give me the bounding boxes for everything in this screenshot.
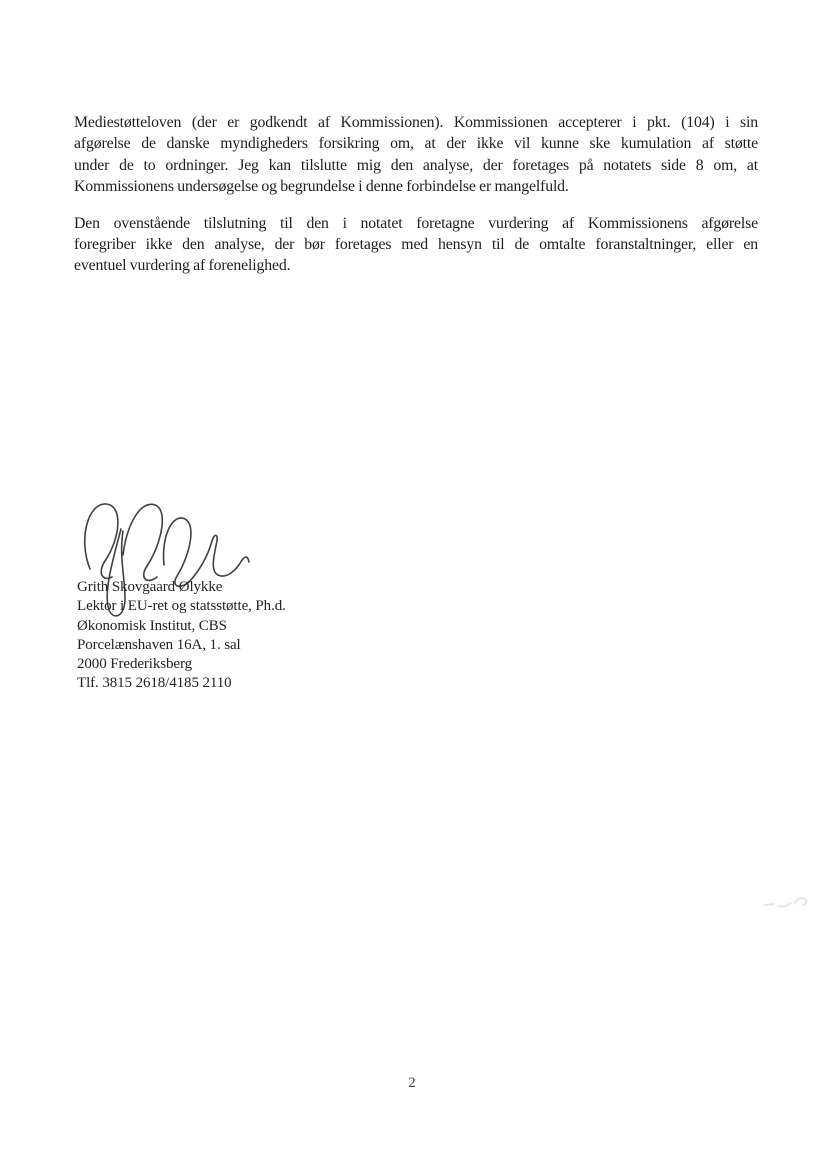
letter-body: [74, 112, 758, 277]
paragraph-2-line: eventuel vurdering af forenelighed.: [74, 257, 291, 275]
signature-stroke: [189, 535, 249, 582]
paragraph-1-line: Kommissionens undersøgelse og begrundelse i denne forbindelse er mangelfuld.: [74, 178, 569, 196]
paragraph-1: [74, 112, 758, 198]
scan-smudge-artifact: [762, 893, 816, 915]
signer-address: Porcelænshaven 16A, 1. sal: [77, 636, 241, 653]
signer-title: Lektor i EU-ret og statsstøtte, Ph.d.: [77, 598, 286, 615]
signature-stroke: [85, 504, 118, 578]
paragraph-2: [74, 213, 758, 277]
paragraph-2-line: Den ovenstående tilslutning til den i notatet foretagne vurdering af Kommissionens afgørelse: [74, 214, 758, 232]
signature-contact-block: [77, 578, 286, 694]
page-number: 2: [408, 1075, 416, 1091]
signer-department: Økonomisk Institut, CBS: [77, 617, 227, 634]
signature-stroke: [164, 518, 191, 586]
paragraph-1-line: under de to ordninger. Jeg kan tilslutte mig den analyse, der foretages på notatets side 8 om, at: [74, 156, 758, 174]
signer-name: Grith Skovgaard Ølykke: [77, 579, 223, 595]
paragraph-1-line: afgørelse de danske myndigheders forsikring om, at der ikke vil kunne ske kumulation af støtte: [74, 135, 758, 153]
signer-city: 2000 Frederiksberg: [77, 656, 192, 673]
signature-stroke: [123, 504, 162, 580]
paragraph-2-line: foregriber ikke den analyse, der bør foretages med hensyn til de omtalte foranstaltninger, eller en: [74, 235, 758, 253]
paragraph-1-line: Mediestøtteloven (der er godkendt af Kommissionen). Kommissionen accepterer i pkt. (104) i sin: [74, 114, 758, 131]
signer-phone: Tlf. 3815 2618/4185 2110: [77, 675, 232, 692]
